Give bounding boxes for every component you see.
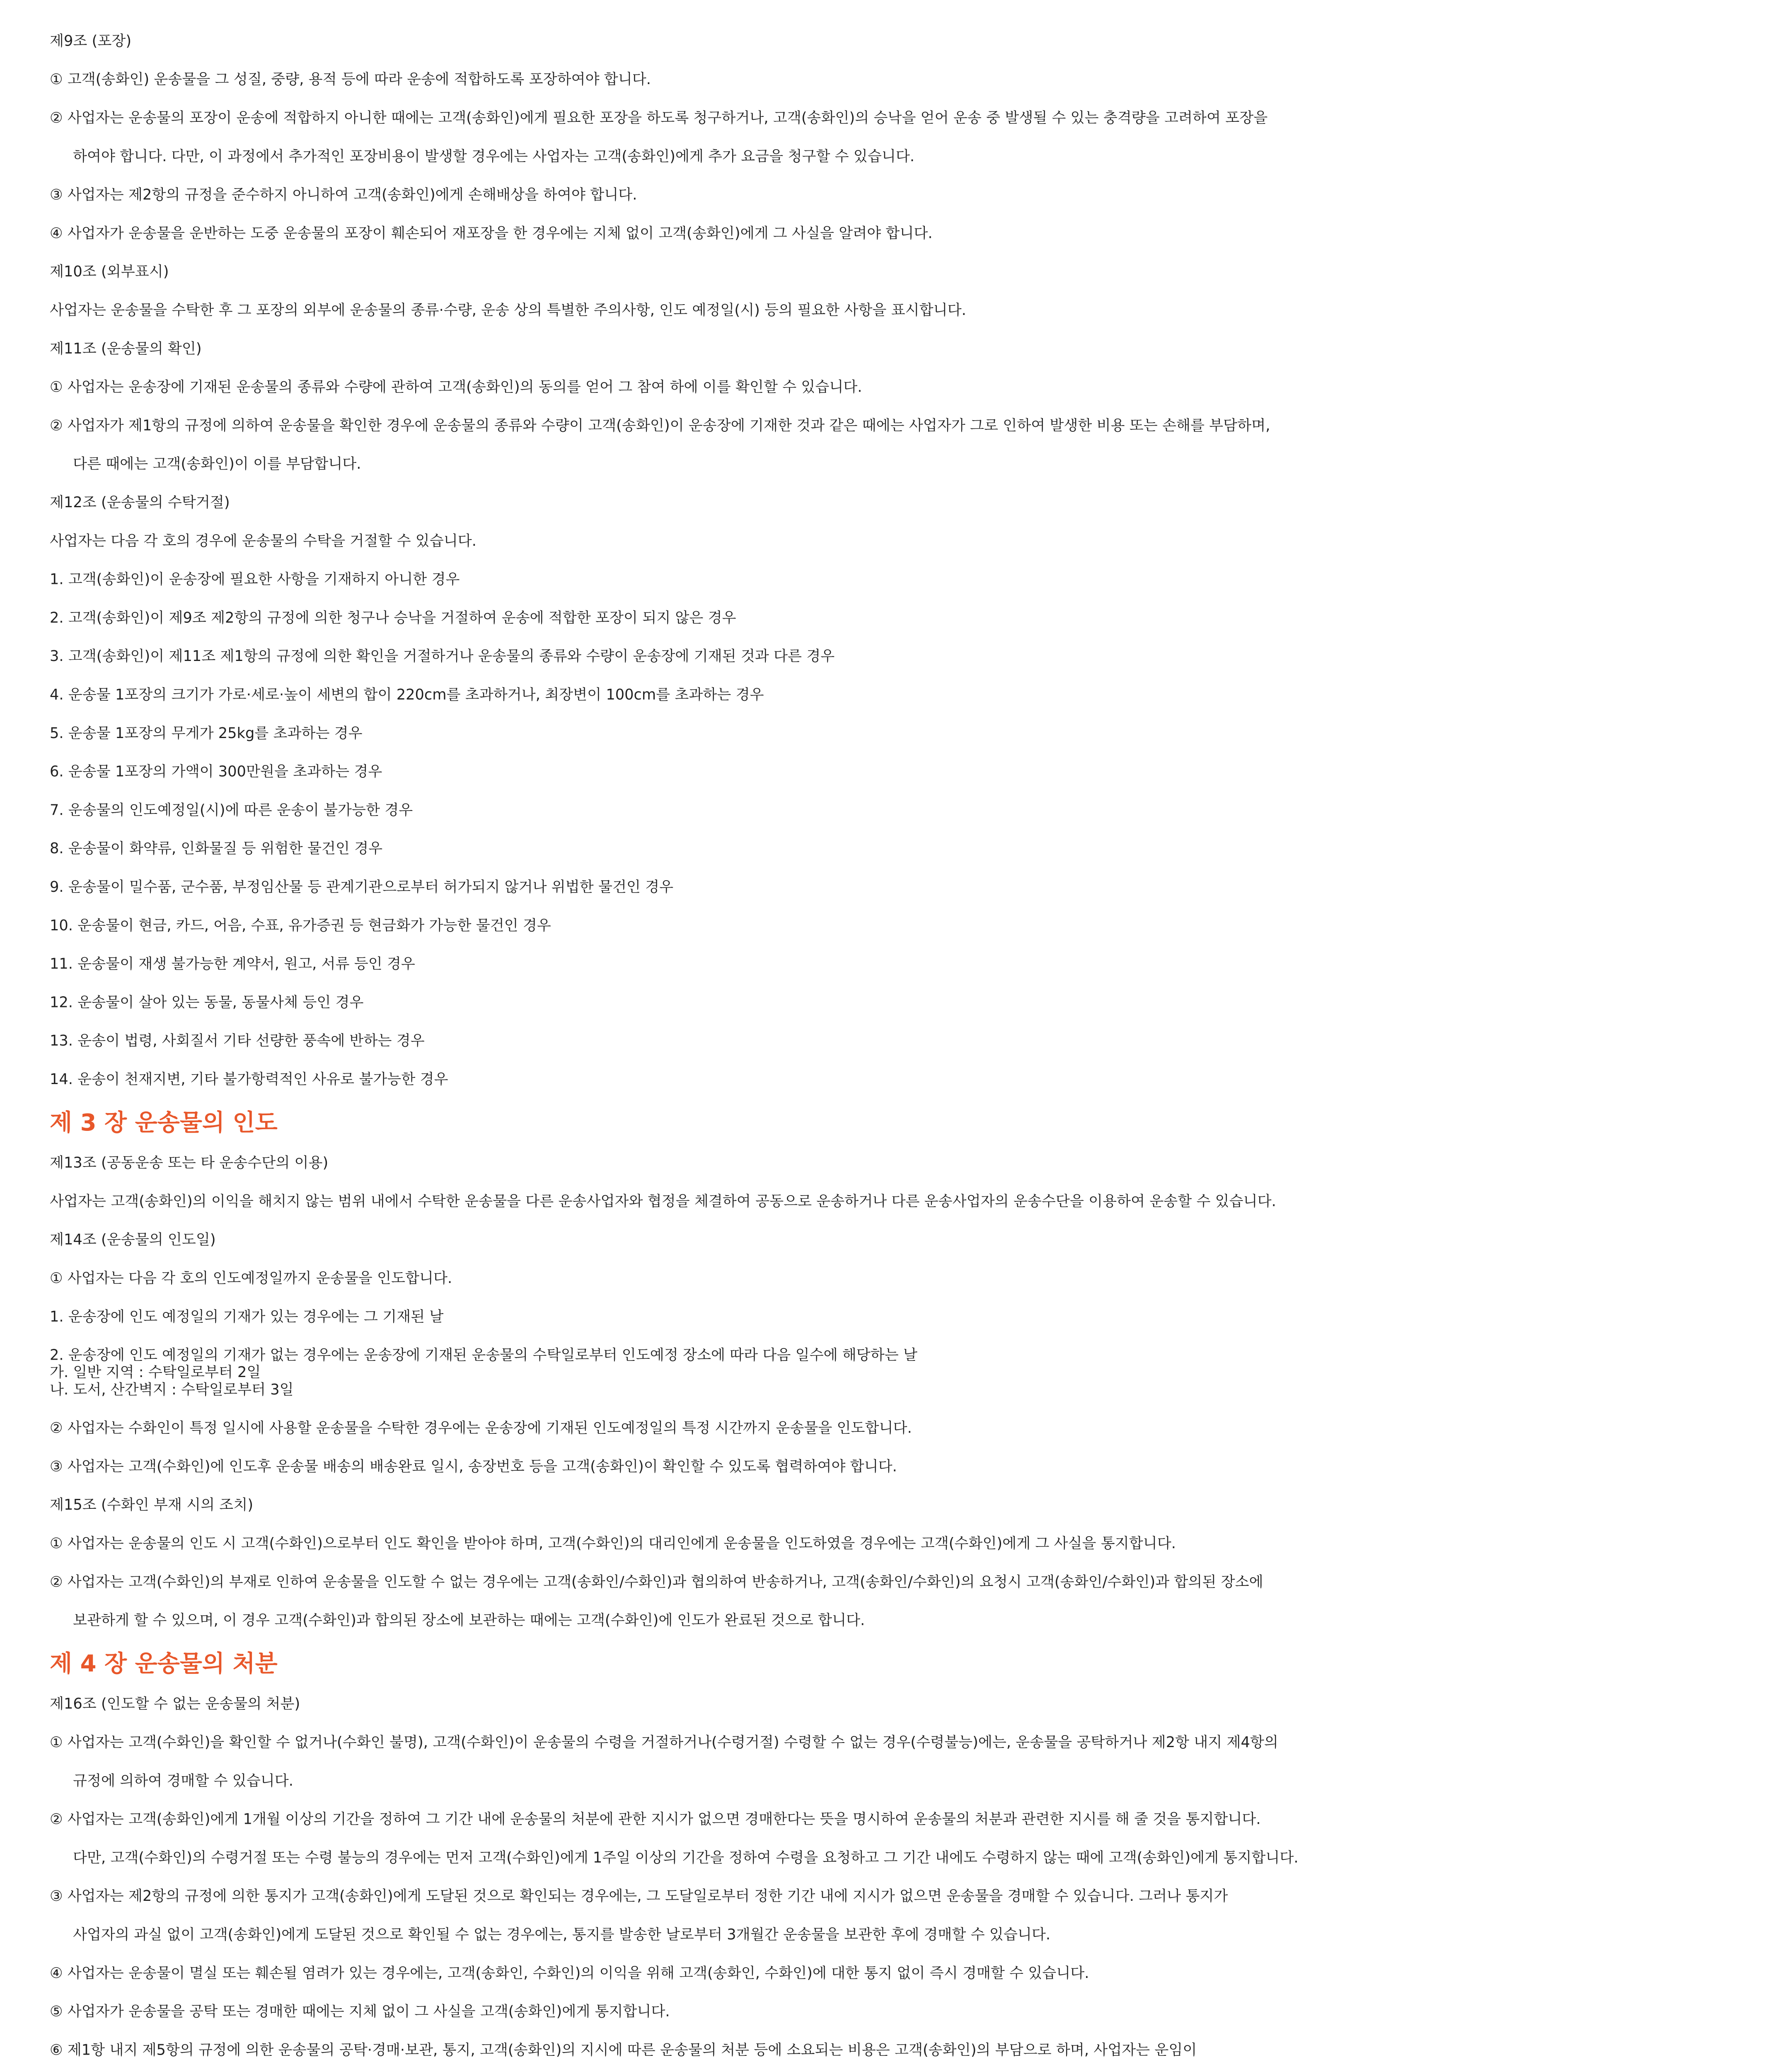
article-12-item-4: 4. 운송물 1포장의 크기가 가로·세로·높이 세변의 합이 220cm를 초과하거나, 최장변이 100cm를 초과하는 경우 [50, 686, 764, 703]
article-16-clause-4: ④ 사업자는 운송물이 멸실 또는 훼손될 염려가 있는 경우에는, 고객(송화인, 수화인)의 이익을 위해 고객(송화인, 수화인)에 대한 통지 없이 즉시 경매할 수 있습니다. [50, 1964, 1089, 1982]
article-11-clause-1: ① 사업자는 운송장에 기재된 운송물의 종류와 수량에 관하여 고객(송화인)의 동의를 얻어 그 참여 하에 이를 확인할 수 있습니다. [50, 378, 862, 396]
article-15-clause-1: ① 사업자는 운송물의 인도 시 고객(수화인)으로부터 인도 확인을 받아야 하며, 고객(수화인)의 대리인에게 운송물을 인도하였을 경우에는 고객(수화인)에게 그 사실을 통지합니다. [50, 1535, 1176, 1552]
article-9-clause-3: ③ 사업자는 제2항의 규정을 준수하지 아니하여 고객(송화인)에게 손해배상을 하여야 합니다. [50, 186, 637, 203]
article-10-title: 제10조 (외부표시) [50, 263, 169, 280]
article-11-title: 제11조 (운송물의 확인) [50, 340, 202, 357]
article-12-item-6: 6. 운송물 1포장의 가액이 300만원을 초과하는 경우 [50, 763, 382, 780]
article-12-item-10: 10. 운송물이 현금, 카드, 어음, 수표, 유가증권 등 현금화가 가능한 물건인 경우 [50, 917, 551, 934]
article-14-item-2: 2. 운송장에 인도 예정일의 기재가 없는 경우에는 운송장에 기재된 운송물의 수탁일로부터 인도예정 장소에 따라 다음 일수에 해당하는 날 [50, 1346, 917, 1364]
article-16-title: 제16조 (인도할 수 없는 운송물의 처분) [50, 1695, 300, 1712]
terms-body [50, 32, 1740, 2072]
article-16-clause-2-cont: 다만, 고객(수화인)의 수령거절 또는 수령 불능의 경우에는 먼저 고객(수화인)에게 1주일 이상의 기간을 정하여 수령을 요청하고 그 기간 내에도 수령하지 않는 때에 고객(송화인)에게 통지합니다. [73, 1849, 1299, 1866]
article-9-clause-1: ① 고객(송화인) 운송물을 그 성질, 중량, 용적 등에 따라 운송에 적합하도록 포장하여야 합니다. [50, 71, 651, 88]
article-12-item-11: 11. 운송물이 재생 불가능한 계약서, 원고, 서류 등인 경우 [50, 955, 415, 973]
article-15-clause-2-cont: 보관하게 할 수 있으며, 이 경우 고객(수화인)과 합의된 장소에 보관하는 때에는 고객(수화인)에 인도가 완료된 것으로 합니다. [73, 1612, 865, 1629]
article-14-clause-2: ② 사업자는 수화인이 특정 일시에 사용할 운송물을 수탁한 경우에는 운송장에 기재된 인도예정일의 특정 시간까지 운송물을 인도합니다. [50, 1419, 912, 1437]
chapter-3-heading: 제 3 장 운송물의 인도 [50, 1109, 278, 1136]
article-16-clause-5: ⑤ 사업자가 운송물을 공탁 또는 경매한 때에는 지체 없이 그 사실을 고객(송화인)에게 통지합니다. [50, 2003, 670, 2020]
article-12-item-14: 14. 운송이 천재지변, 기타 불가항력적인 사유로 불가능한 경우 [50, 1071, 448, 1088]
article-16-clause-1-cont: 규정에 의하여 경매할 수 있습니다. [73, 1772, 293, 1789]
article-12-item-8: 8. 운송물이 화약류, 인화물질 등 위험한 물건인 경우 [50, 840, 383, 857]
article-12-item-1: 1. 고객(송화인)이 운송장에 필요한 사항을 기재하지 아니한 경우 [50, 571, 460, 588]
article-12-title: 제12조 (운송물의 수탁거절) [50, 494, 230, 511]
article-12-item-7: 7. 운송물의 인도예정일(시)에 따른 운송이 불가능한 경우 [50, 801, 413, 819]
article-12-item-12: 12. 운송물이 살아 있는 동물, 동물사체 등인 경우 [50, 994, 364, 1011]
article-11-clause-2-cont: 다른 때에는 고객(송화인)이 이를 부담합니다. [73, 455, 361, 472]
article-14-item-1: 1. 운송장에 인도 예정일의 기재가 있는 경우에는 그 기재된 날 [50, 1308, 444, 1325]
article-16-clause-1: ① 사업자는 고객(수화인)을 확인할 수 없거나(수화인 불명), 고객(수화인)이 운송물의 수령을 거절하거나(수령거절) 수령할 수 없는 경우(수령불능)에는, 운송물을 공탁하거나 제2항 내지 제4항의 [50, 1734, 1278, 1751]
article-14-clause-3: ③ 사업자는 고객(수화인)에 인도후 운송물 배송의 배송완료 일시, 송장번호 등을 고객(송화인)이 확인할 수 있도록 협력하여야 합니다. [50, 1458, 897, 1475]
chapter-4-heading: 제 4 장 운송물의 처분 [50, 1650, 278, 1677]
article-14-title: 제14조 (운송물의 인도일) [50, 1231, 216, 1248]
article-14-item-2-ga: 가. 일반 지역 : 수탁일로부터 2일 [50, 1364, 261, 1381]
article-15-title: 제15조 (수화인 부재 시의 조치) [50, 1496, 254, 1513]
article-12-body: 사업자는 다음 각 호의 경우에 운송물의 수탁을 거절할 수 있습니다. [50, 532, 477, 549]
article-12-item-9: 9. 운송물이 밀수품, 군수품, 부정임산물 등 관계기관으로부터 허가되지 않거나 위법한 물건인 경우 [50, 879, 674, 896]
article-9-title: 제9조 (포장) [50, 32, 132, 50]
article-14-clause-1: ① 사업자는 다음 각 호의 인도예정일까지 운송물을 인도합니다. [50, 1270, 452, 1287]
article-12-item-3: 3. 고객(송화인)이 제11조 제1항의 규정에 의한 확인을 거절하거나 운송물의 종류와 수량이 운송장에 기재된 것과 다른 경우 [50, 648, 835, 665]
article-10-body: 사업자는 운송물을 수탁한 후 그 포장의 외부에 운송물의 종류·수량, 운송 상의 특별한 주의사항, 인도 예정일(시) 등의 필요한 사항을 표시합니다. [50, 302, 966, 319]
article-9-clause-4: ④ 사업자가 운송물을 운반하는 도중 운송물의 포장이 훼손되어 재포장을 한 경우에는 지체 없이 고객(송화인)에게 그 사실을 알려야 합니다. [50, 225, 933, 242]
article-12-item-2: 2. 고객(송화인)이 제9조 제2항의 규정에 의한 청구나 승낙을 거절하여 운송에 적합한 포장이 되지 않은 경우 [50, 609, 736, 627]
article-16-clause-3: ③ 사업자는 제2항의 규정에 의한 통지가 고객(송화인)에게 도달된 것으로 확인되는 경우에는, 그 도달일로부터 정한 기간 내에 지시가 없으면 운송물을 경매할 수 있습니다. 그러나 통지가 [50, 1888, 1228, 1905]
article-13-body: 사업자는 고객(송화인)의 이익을 해치지 않는 범위 내에서 수탁한 운송물을 다른 운송사업자와 협정을 체결하여 공동으로 운송하거나 다른 운송사업자의 운송수단을 이용하여 운송할 수 있습니다. [50, 1193, 1276, 1210]
article-9-clause-2-cont: 하여야 합니다. 다만, 이 과정에서 추가적인 포장비용이 발생할 경우에는 사업자는 고객(송화인)에게 추가 요금을 청구할 수 있습니다. [73, 148, 915, 165]
article-12-item-5: 5. 운송물 1포장의 무게가 25kg를 초과하는 경우 [50, 724, 363, 742]
article-14-item-2-na: 나. 도서, 산간벽지 : 수탁일로부터 3일 [50, 1381, 294, 1398]
article-15-clause-2: ② 사업자는 고객(수화인)의 부재로 인하여 운송물을 인도할 수 없는 경우에는 고객(송화인/수화인)과 협의하여 반송하거나, 고객(송화인/수화인)의 요청시 고객(송화인/수화인)과 합의된 장소에 [50, 1573, 1263, 1590]
article-9-clause-2: ② 사업자는 운송물의 포장이 운송에 적합하지 아니한 때에는 고객(송화인)에게 필요한 포장을 하도록 청구하거나, 고객(송화인)의 승낙을 얻어 운송 중 발생될 수 있는 충격량을 고려하여 포장을 [50, 109, 1268, 126]
article-16-clause-6: ⑥ 제1항 내지 제5항의 규정에 의한 운송물의 공탁·경매·보관, 통지, 고객(송화인)의 지시에 따른 운송물의 처분 등에 소요되는 비용은 고객(송화인)의 부담으로 하며, 사업자는 운임이 [50, 2041, 1197, 2059]
article-12-item-13: 13. 운송이 법령, 사회질서 기타 선량한 풍속에 반하는 경우 [50, 1032, 425, 1049]
article-11-clause-2: ② 사업자가 제1항의 규정에 의하여 운송물을 확인한 경우에 운송물의 종류와 수량이 고객(송화인)이 운송장에 기재한 것과 같은 때에는 사업자가 그로 인하여 발생한 비용 또는 손해를 부담하며, [50, 417, 1270, 434]
article-13-title: 제13조 (공동운송 또는 타 운송수단의 이용) [50, 1154, 329, 1172]
article-16-clause-3-cont: 사업자의 과실 없이 고객(송화인)에게 도달된 것으로 확인될 수 없는 경우에는, 통지를 발송한 날로부터 3개월간 운송물을 보관한 후에 경매할 수 있습니다. [73, 1926, 1051, 1943]
article-16-clause-2: ② 사업자는 고객(송화인)에게 1개월 이상의 기간을 정하여 그 기간 내에 운송물의 처분에 관한 지시가 없으면 경매한다는 뜻을 명시하여 운송물의 처분과 관련한 지시를 해 줄 것을 통지합니다. [50, 1811, 1261, 1828]
